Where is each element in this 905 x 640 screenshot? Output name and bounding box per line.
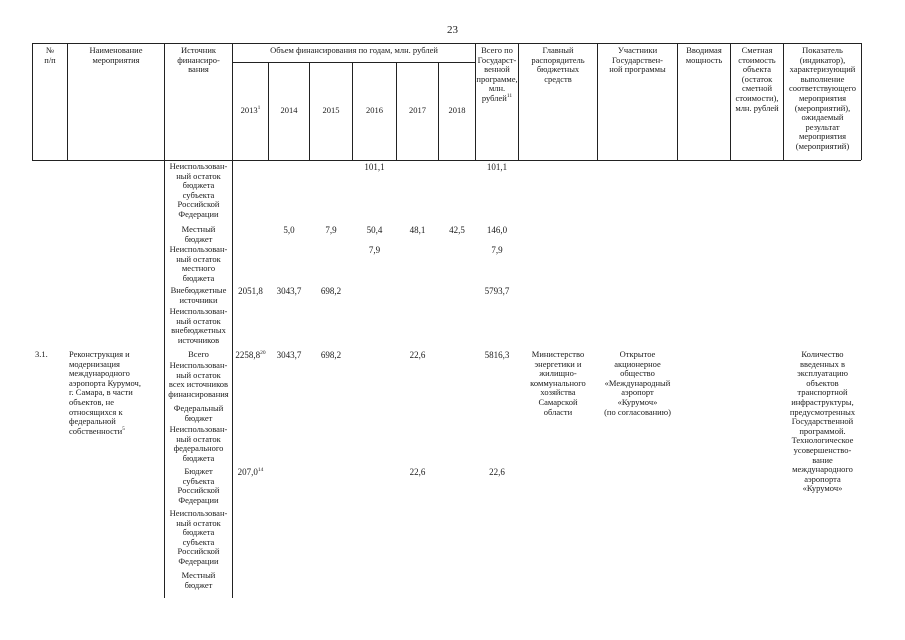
header-name: Наименование мероприятия: [89, 45, 143, 65]
header-year-2013: 2013$^1$: [240, 105, 261, 115]
item-number: 3.1.: [35, 349, 48, 359]
source-cell: Неиспользован- ный остаток внебюджетных источников: [169, 306, 228, 345]
header-indicator: Показатель (индикатор), характеризующий выполнение соответствующего мероприятия (мероприятий), ожидаемый результат мероприятия (мероприятий): [788, 45, 857, 151]
value-2015: 7,9: [325, 225, 337, 235]
source-cell: Местный бюджет: [181, 224, 216, 244]
source-cell: Неиспользован- ный остаток федерального бюджета: [169, 424, 228, 463]
source-cell: Местный бюджет: [181, 570, 216, 590]
value-2017: 48,1: [409, 225, 426, 235]
value-total: 5793,7: [484, 286, 510, 296]
value-2015: 698,2: [320, 350, 342, 360]
value-2014: 3043,7: [276, 350, 302, 360]
header-manager: Главный распорядитель бюджетных средств: [531, 45, 585, 84]
source-cell: Внебюджетные источники: [170, 285, 227, 305]
value-2016: 7,9: [368, 245, 381, 255]
source-cell: Неиспользован- ный остаток местного бюджета: [169, 244, 228, 283]
header-year-2017: 2017: [409, 105, 426, 115]
header-year-2014: 2014: [280, 105, 298, 115]
value-2013: 207,0$^{14}$: [237, 467, 264, 477]
header-volume: Объем финансирования по годам, млн. рублей: [270, 45, 438, 55]
value-2015: 698,2: [320, 286, 342, 296]
value-2016: 101,1: [364, 162, 385, 172]
item-indicator: Количество введенных в эксплуатацию объектов транспортной инфраструктуры, предусмотренных Государственной программой. Технологическое усовершенство- вание международного аэропорта «Курумоч»: [789, 349, 856, 494]
value-2017: 22,6: [409, 467, 426, 477]
value-total: 101,1: [486, 162, 508, 172]
header-total: Всего по Государст- венной программе, млн. рублей$^{11}$: [476, 45, 518, 103]
item-manager: Министерство энергетики и жилищно- коммунального хозяйства Самарской области: [530, 349, 586, 417]
page-number: 23: [447, 24, 458, 36]
value-2014: 5,0: [283, 225, 295, 235]
header-year-2018: 2018: [448, 105, 466, 115]
header-year-2016: 2016: [366, 105, 383, 115]
header-participants: Участники Государствен- ной программы: [609, 45, 666, 75]
header-capacity: Вводимая мощность: [685, 45, 723, 65]
item-name: Реконструкция и модернизация международного аэропорта Курумоч, г. Самара, в части объектов, не относящихся к федеральной собственности$^5$: [69, 349, 141, 436]
source-cell: Неиспользован- ный остаток бюджета субъекта Российской Федерации: [169, 161, 228, 219]
value-2013: 2051,8: [238, 286, 263, 296]
source-cell: Федеральный бюджет: [173, 403, 224, 423]
value-total: 5816,3: [484, 350, 510, 360]
source-cell: Всего: [188, 349, 209, 359]
value-total: 22,6: [489, 467, 505, 477]
source-cell: Неиспользован- ный остаток бюджета субъекта Российской Федерации: [169, 508, 228, 566]
item-participants: Открытое акционерное общество «Международный аэропорт «Курумоч» (по согласованию): [604, 349, 671, 417]
header-cost: Сметная стоимость объекта (остаток сметной стоимости), млн. рублей: [735, 45, 779, 113]
source-cell: Бюджет субъекта Российской Федерации: [177, 466, 220, 505]
value-2017: 22,6: [409, 350, 426, 360]
value-total: 146,0: [486, 225, 508, 235]
header-number: № п/п: [44, 45, 56, 65]
header-year-2015: 2015: [322, 105, 340, 115]
source-cell: Неиспользован- ный остаток всех источников финансирования: [168, 360, 229, 399]
header-source: Источник финансиро- вания: [177, 45, 220, 75]
value-2018: 42,5: [449, 225, 465, 235]
value-2013: 2258,8$^{20}$: [235, 350, 266, 360]
value-total: 7,9: [491, 245, 503, 255]
value-2016: 50,4: [366, 225, 383, 235]
value-2014: 3043,7: [276, 286, 302, 296]
